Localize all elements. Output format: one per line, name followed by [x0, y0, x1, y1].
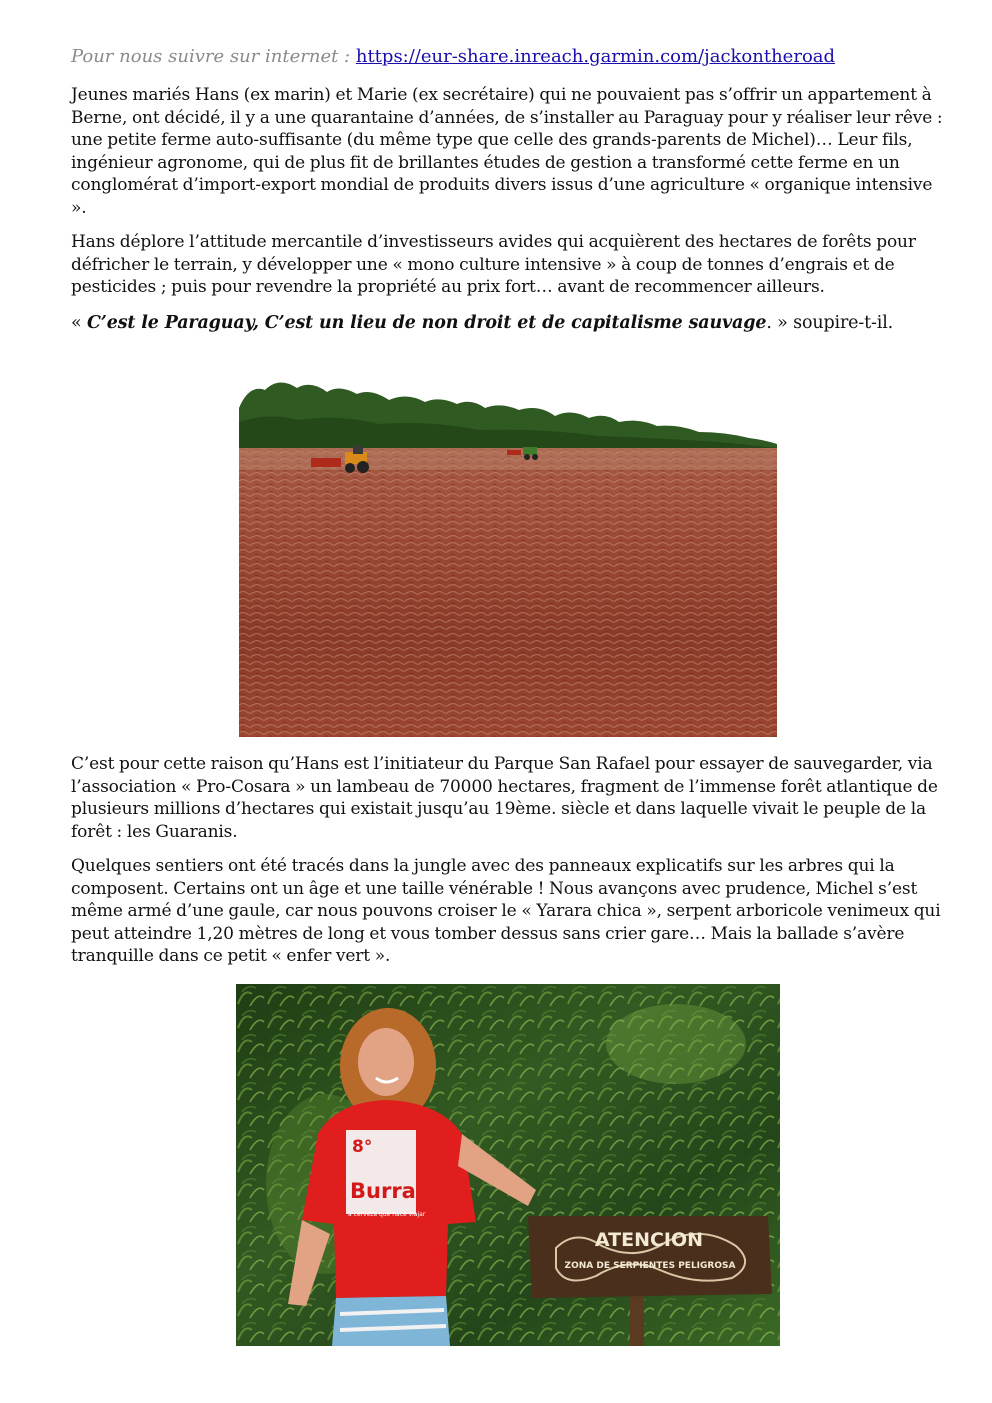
paragraph-jungle-trails: Quelques sentiers ont été tracés dans la jungle avec des panneaux explicatifs sur les arbres qui la composent. Certains ont un âge et une taille vénérable ! Nous avançons avec prudence, Michel s’est même armé d’une gaule, car nous pouvons croiser le « Yarara chica », serpent arboricole venimeux qui peut atteindre 1,20 mètres de long et vous tomber dessus sans crier gare… Mais la ballade s’avère tranquille dans ce petit « enfer vert ». — [71, 856, 941, 966]
shirt-tagline: a cerveza que hace viajar — [348, 1211, 426, 1218]
quote-open: « — [71, 312, 87, 333]
paragraph-hans-marie: Jeunes mariés Hans (ex marin) et Marie (ex secrétaire) qui ne pouvaient pas s’offrir un appartement à Berne, ont décidé, il y a une quarantaine d’années, de s’installer au Paraguay pour y réaliser leur rêve : une petite ferme auto-suffisante (du même type que celle des grands-parents de Michel)… Leur fils, ingénieur agronome, qui de plus fit de brillantes études de gestion a transformé cette ferme en un conglomérat d’import-export mondial de produits divers issus d’une agriculture « organique intensive ». — [71, 85, 943, 218]
tracking-link[interactable]: https://eur-share.inreach.garmin.com/jackontheroad — [355, 46, 836, 67]
document-page — [71, 44, 943, 350]
shirt-number: 8° — [352, 1137, 373, 1157]
lower-text-block — [71, 753, 943, 980]
paragraph-parque-san-rafael: C’est pour cette raison qu’Hans est l’initiateur du Parque San Rafael pour essayer de sauvegarder, via l’association « Pro-Cosara » un lambeau de 70000 hectares, fragment de l’immense forêt atlantique de plusieurs millions d’hectares qui existait jusqu’au 19ème. siècle et dans laquelle vivait le peuple de la forêt : les Guaranis. — [71, 754, 938, 842]
field-photo — [239, 378, 777, 737]
follow-intro: Pour nous suivre sur internet : — [71, 46, 351, 67]
quote-close: . » soupire-t-il. — [766, 312, 894, 333]
follow-line — [71, 44, 943, 70]
sign-subtitle: ZONA DE SERPIENTES PELIGROSA — [564, 1261, 736, 1271]
quote-line — [71, 311, 943, 335]
sign-title: ATENCION — [594, 1229, 704, 1251]
paragraph-investors: Hans déplore l’attitude mercantile d’investisseurs avides qui acquièrent des hectares de forêts pour défricher le terrain, y développer une « mono culture intensive » à coup de tonnes d’engrais et de pesticides ; puis pour revendre la propriété au prix fort… avant de recommencer ailleurs. — [71, 232, 916, 297]
quote-text: C’est le Paraguay, C’est un lieu de non droit et de capitalisme sauvage — [86, 312, 767, 333]
jungle-photo — [236, 984, 780, 1346]
shirt-brand: Burra — [350, 1179, 416, 1203]
